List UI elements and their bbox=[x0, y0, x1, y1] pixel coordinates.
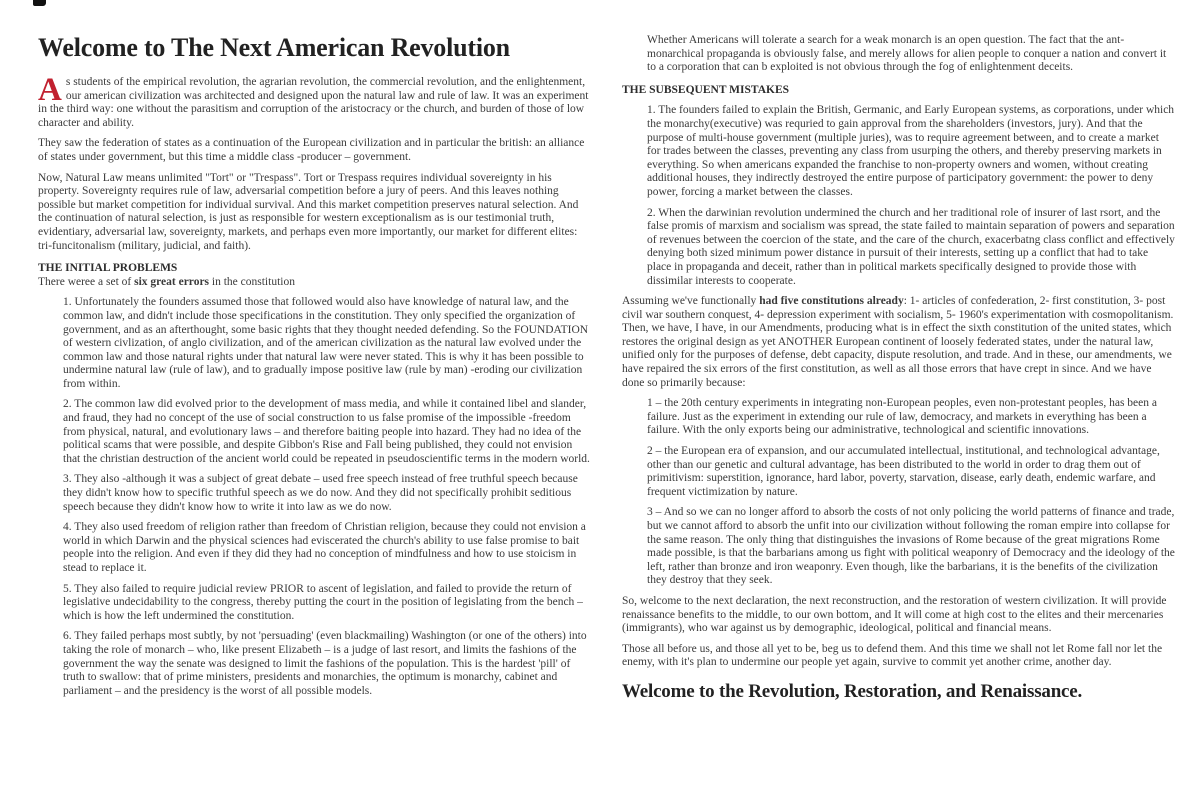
page-edge-artifact bbox=[33, 0, 46, 6]
paragraph: They saw the federation of states as a continuation of the European civilization and in particular the british: an alliance of states under government, but this time a middle class -producer – government. bbox=[38, 137, 585, 163]
lead-pre: There weree a set of bbox=[38, 275, 135, 288]
assuming-pre: Assuming we've functionally bbox=[622, 295, 760, 308]
right-column bbox=[622, 34, 1175, 788]
section-heading-subsequent-mistakes: THE SUBSEQUENT MISTAKES bbox=[622, 83, 790, 96]
list-item: 2. When the darwinian revolution undermined the church and her traditional role of insurer of last rsort, and the false promis of marxism and socialism was spread, the state failed to maintain separation of powers and separation of revenues between the coercion of the state, and the care of the church, exacerbatng class conflict and effectively denying both sized minimum power distance in pursuit of their interests, setting up a conflict that had to take place in propaganda and deceit, rather than in political markets specifically designed to provide those with dissimilar interests to cooperate. bbox=[647, 206, 1175, 287]
section-heading-initial-problems: THE INITIAL PROBLEMS bbox=[38, 262, 178, 275]
section-lead bbox=[38, 276, 591, 290]
list-item-continuation: Whether Americans will tolerate a search for a weak monarch is an open question. The fact that the ant-monarchical propaganda is obviously false, and merely allows for alien people to conquer a nation and convert it to a corporation that can b exploited is not obvious through the fog of enlightenment deceits. bbox=[647, 34, 1167, 74]
list-item: 5. They also failed to require judicial review PRIOR to ascent of legislation, and failed to provide the return of legislative undecidability to the congress, thereby putting the court in the position of legislating from the bench – which is how the left undermined the constitution. bbox=[63, 582, 583, 622]
list-item: 1. Unfortunately the founders assumed those that followed would also have knowledge of natural law, and the common law, and didn't include those specifications in the constitution. They only specified the organization of government, and as an afterthought, some basic rights that they thought needed defending. So the FOUNDATION of western civlization, of anglo civilization, and of the american civilization as the natural law evolved under the common law and those natural rights under that natural law were never stated. This is why it has been possible to undermine natural law (rule of law), and to gradually impose positive law (rule by man) -eroding our civilization from within. bbox=[63, 296, 589, 390]
intro-paragraph bbox=[38, 72, 591, 130]
closing-heading: Welcome to the Revolution, Restoration, and Renaissance. bbox=[622, 680, 1083, 702]
assuming-post: : 1- articles of confederation, 2- first constitution, 3- post civil war southern conquest, 4- depression experiment with socialism, 5- 1960's experimentation with cosmopolitanism. Then, we have, I have, in our Amendments, producing what is in effect the sixth constitution of the united states, which restores the original design as yet ANOTHER European continent of loosely federated states, under the natural law, unified only for the purposes of defense, debt capacity, dispute resolution, and trade. And in these, our amendments, we have repaired the six errors of the first constitution, as well as all those errors that have crept in since. And we have done so primarily because: bbox=[622, 295, 1174, 389]
dropcap-letter: A bbox=[38, 72, 62, 108]
paragraph: Now, Natural Law means unlimited "Tort" or "Trespass". Tort or Trespass requires individual sovereignty in his property. Sovereignty requires rule of law, adversarial competition before a jury of peers. And this leaves nothing possible but market competition for individual survival. And this market competition preserves natural selection. And the continuation of natural selection, is just as responsible for western exceptionalism as is our testimonial truth, evidentiary, adversarial law, sovereignty, markets, and perhaps even more importantly, our market for different elites: tri-funcitonalism (military, judicial, and faith). bbox=[38, 171, 579, 252]
lead-bold: six great errors bbox=[134, 275, 210, 288]
assuming-bold: had five constitutions already bbox=[759, 295, 904, 308]
list-item: 3. They also -although it was a subject of great debate – used free speech instead of free truthful speech because they didn't know how to specific truthful speech as we do now. And they did not specifically prohibit seditious speech because they didn't know how to write it into law as we do now. bbox=[63, 473, 578, 513]
dash-list-item: 2 – the European era of expansion, and our accumulated intellectual, institutional, and technological advantage, other than our genetic and cultural advantage, has been distributed to the world in order to drag them out of primitivism: superstition, ignorance, hard labor, poverty, starvation, disease, early death, endemic warfare, and frequent victimization by nature. bbox=[647, 445, 1160, 498]
closing-paragraph: Those all before us, and those all yet to be, beg us to defend them. And this time we shall not let Rome fall nor let the enemy, with it's plan to undermine our people yet again, survive to commit yet another crime, another day. bbox=[622, 642, 1163, 669]
left-column bbox=[38, 34, 591, 788]
list-item: 4. They also used freedom of religion rather than freedom of Christian religion, because they could not envision a world in which Darwin and the physical sciences had eviscerated the church's ability to use false promise to bait people into the religion. And even if they did they had no conception of mindfulness and how to use stoicism in stead to replace it. bbox=[63, 521, 586, 574]
page-title: Welcome to The Next American Revolution bbox=[38, 33, 510, 62]
dash-list-item: 3 – And so we can no longer afford to absorb the costs of not only policing the world patterns of finance and trade, but we cannot afford to absorb the unfit into our civilization without following the roman empire into collapse for the same reason. The only thing that distinguishes the invasions of Rome because of the great migrations Rome made possible, is that the barbarians among us fight with political weaponry of Democracy and the ideology of the left, rather than bronze and iron weaponry. Even though, like the barbarians, it is the benefits of the civilization they destroy that they seek. bbox=[647, 506, 1175, 587]
lead-post: in the constitution bbox=[209, 275, 295, 288]
list-item: 2. The common law did evolved prior to the development of mass media, and while it contained libel and slander, and fraud, they had no concept of the use of social construction to us false promise of the impossible -freedom from physical, natural, and evolutionary laws – and therefore baiting people into hazard. They had no idea of the political scams that were possible, and despite Gibbon's Rise and Fall being published, they could not envision that the christian destruction of the ancient world could be repeated in pseudoscientific terms in the modern world. bbox=[63, 398, 590, 465]
list-item: 6. They failed perhaps most subtly, by not 'persuading' (even blackmailing) Washington (or one of the others) into taking the role of monarch – who, like present Elizabeth – is a judge of last resort, and limits the fashions of the government the way the senate was designed to limit the fashions of the population. This is the hardest 'pill' of truth to swallow: that of prime ministers, presidents and monarchies, the optimum is monarchy, cabinet and parliament – and the presidency is the worst of all possible models. bbox=[63, 630, 587, 697]
closing-paragraph: So, welcome to the next declaration, the next reconstruction, and the restoration of western civilization. It will provide renaissance benefits to the middle, to our own bottom, and It will come at high cost to the elites and their mercenaries (immigrants), who war against us by demographic, ideological, political and financial means. bbox=[622, 594, 1167, 635]
dash-list-item: 1 – the 20th century experiments in integrating non-European peoples, even non-protestant peoples, has been a failure. Just as the experiment in extending our rule of law, democracy, and markets in everything has been a failure. With the only exports being our administrative, technological and scientific innovations. bbox=[647, 397, 1157, 437]
list-item: 1. The founders failed to explain the British, Germanic, and Early European systems, as corporations, under which the monarchy(executive) was requried to gain approval from the shareholders (investors, jury). And that the purpose of multi-house government (multiple juries), was to require agreement between, and to create a market for trades between the classes, preventing any class from usurping the others, and thereby preserving markets in everything. So when americans expanded the franchise to non-property owners and women, without creating additional houses, they indirectly destroyed the entire purpose of participatory government: the power to deny power, forcing a market between the classes. bbox=[647, 104, 1175, 198]
intro-text: s students of the empirical revolution, the agrarian revolution, the commercial revolution, and the enlightenment, our american civilization was architected and designed upon the natural law and rule of law. It was an experiment in the third way: one without the parasitism and corruption of the aristocracy or the church, and burden of those of low character and ability. bbox=[38, 76, 589, 129]
assuming-paragraph bbox=[622, 295, 1175, 390]
